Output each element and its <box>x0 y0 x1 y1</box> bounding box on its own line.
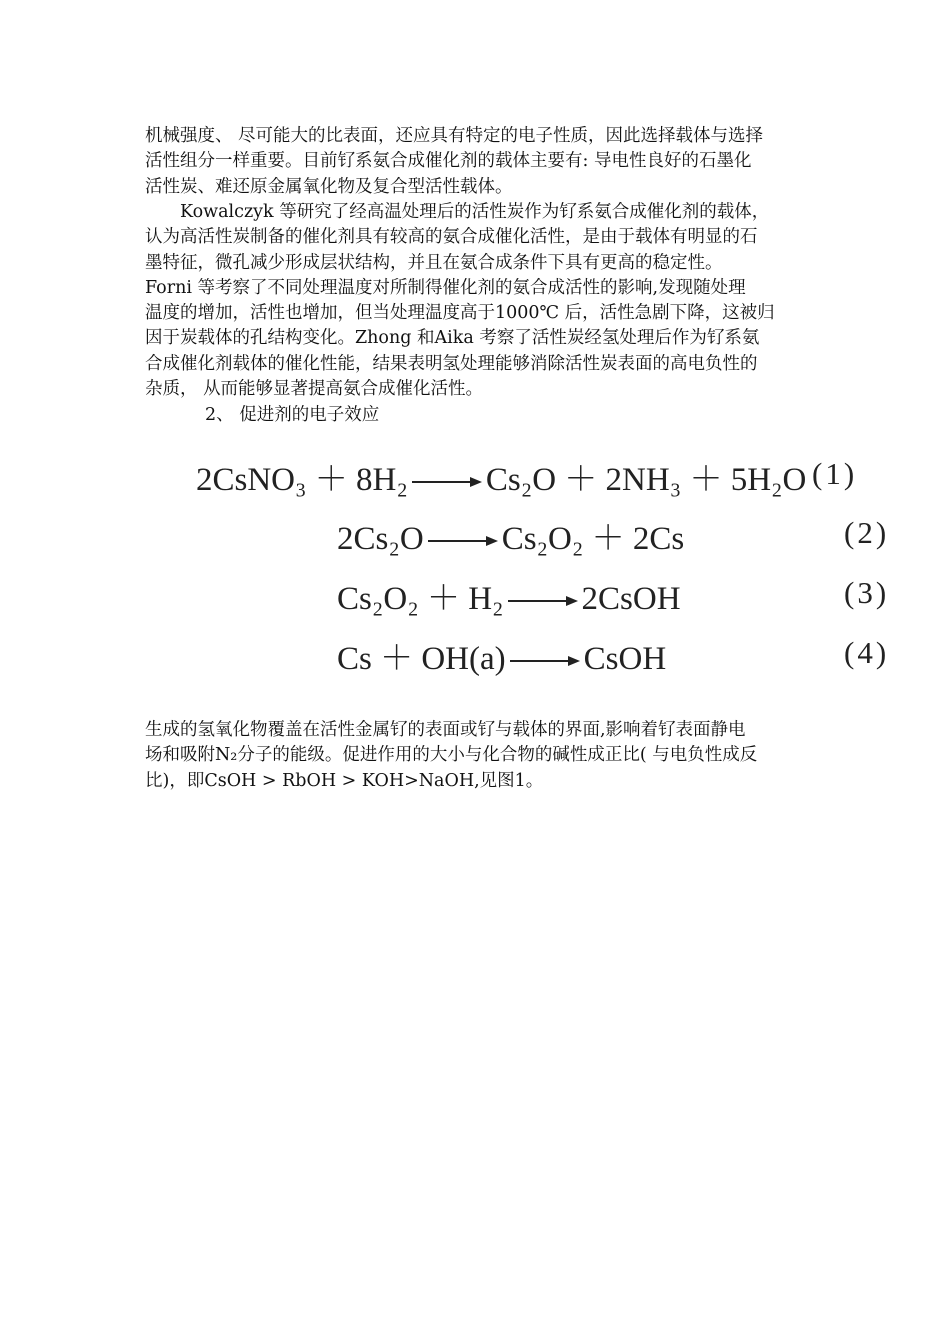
equation-number: (3) <box>844 575 890 610</box>
text-line: 机械强度、 尽可能大的比表面，还应具有特定的电子性质，因此选择载体与选择 <box>145 126 764 146</box>
text-line: 认为高活性炭制备的催化剂具有较高的氨合成催化活性，是由于载体有明显的石 <box>145 227 758 248</box>
equation-2 <box>337 512 684 559</box>
paragraph-promoter-effect <box>145 718 810 794</box>
text-line: 温度的增加，活性也增加，但当处理温度高于1000℃ 后，活性急剧下降，这被归 <box>145 303 775 324</box>
paragraph-support-intro <box>145 124 810 200</box>
paragraph-carbon-support-research <box>145 200 810 402</box>
equation-reactants: 2Cs₂O <box>337 521 424 557</box>
text-line: 比)，即CsOH > RbOH > KOH>NaOH,见图1。 <box>145 770 544 791</box>
equation-reactants: Cs₂O₂ ＋ H₂ <box>337 581 504 617</box>
equation-products: 2CsOH <box>581 581 681 617</box>
equation-4 <box>337 632 666 679</box>
reaction-arrow-icon <box>510 656 580 666</box>
reaction-arrow-icon <box>428 536 498 546</box>
equation-number: (4) <box>844 635 890 670</box>
text-line: 杂质， 从而能够显著提高氨合成催化活性。 <box>145 379 484 400</box>
text-line: Kowalczyk 等研究了经高温处理后的活性炭作为钌系氨合成催化剂的载体， <box>145 202 770 222</box>
equation-reactants: 2CsNO₃ ＋ 8H₂ <box>196 462 408 498</box>
text-line: Forni 等考察了不同处理温度对所制得催化剂的氨合成活性的影响,发现随处理 <box>145 277 746 298</box>
text-line: 活性组分一样重要。目前钌系氨合成催化剂的载体主要有: 导电性良好的石墨化 <box>145 151 752 172</box>
equation-products: Cs₂O ＋ 2NH₃ ＋ 5H₂O <box>485 462 807 498</box>
equation-3 <box>337 572 681 619</box>
equation-number: (2) <box>844 515 890 550</box>
section-heading: 2、 促进剂的电子效应 <box>205 405 380 425</box>
text-line: 墨特征，微孔减少形成层状结构，并且在氨合成条件下具有更高的稳定性。 <box>145 252 723 273</box>
equation-products: Cs₂O₂ ＋ 2Cs <box>501 521 685 557</box>
text-line: 场和吸附N₂分子的能级。促进作用的大小与化合物的碱性成正比( 与电负性成反 <box>145 745 758 766</box>
equation-number: (1) <box>812 456 858 491</box>
text-line: 活性炭、难还原金属氧化物及复合型活性载体。 <box>145 176 513 197</box>
text-line: 合成催化剂载体的催化性能，结果表明氢处理能够消除活性炭表面的高电负性的 <box>145 353 758 374</box>
text-line: 生成的氢氧化物覆盖在活性金属钌的表面或钌与载体的界面,影响着钌表面静电 <box>145 720 746 740</box>
reaction-arrow-icon <box>412 477 482 487</box>
equation-products: CsOH <box>583 641 667 677</box>
text-line: 因于炭载体的孔结构变化。Zhong 和Aika 考察了活性炭经氢处理后作为钌系氨 <box>145 328 760 349</box>
reaction-arrow-icon <box>508 596 578 606</box>
equation-1 <box>196 453 806 500</box>
equation-reactants: Cs ＋ OH(a) <box>337 641 506 677</box>
